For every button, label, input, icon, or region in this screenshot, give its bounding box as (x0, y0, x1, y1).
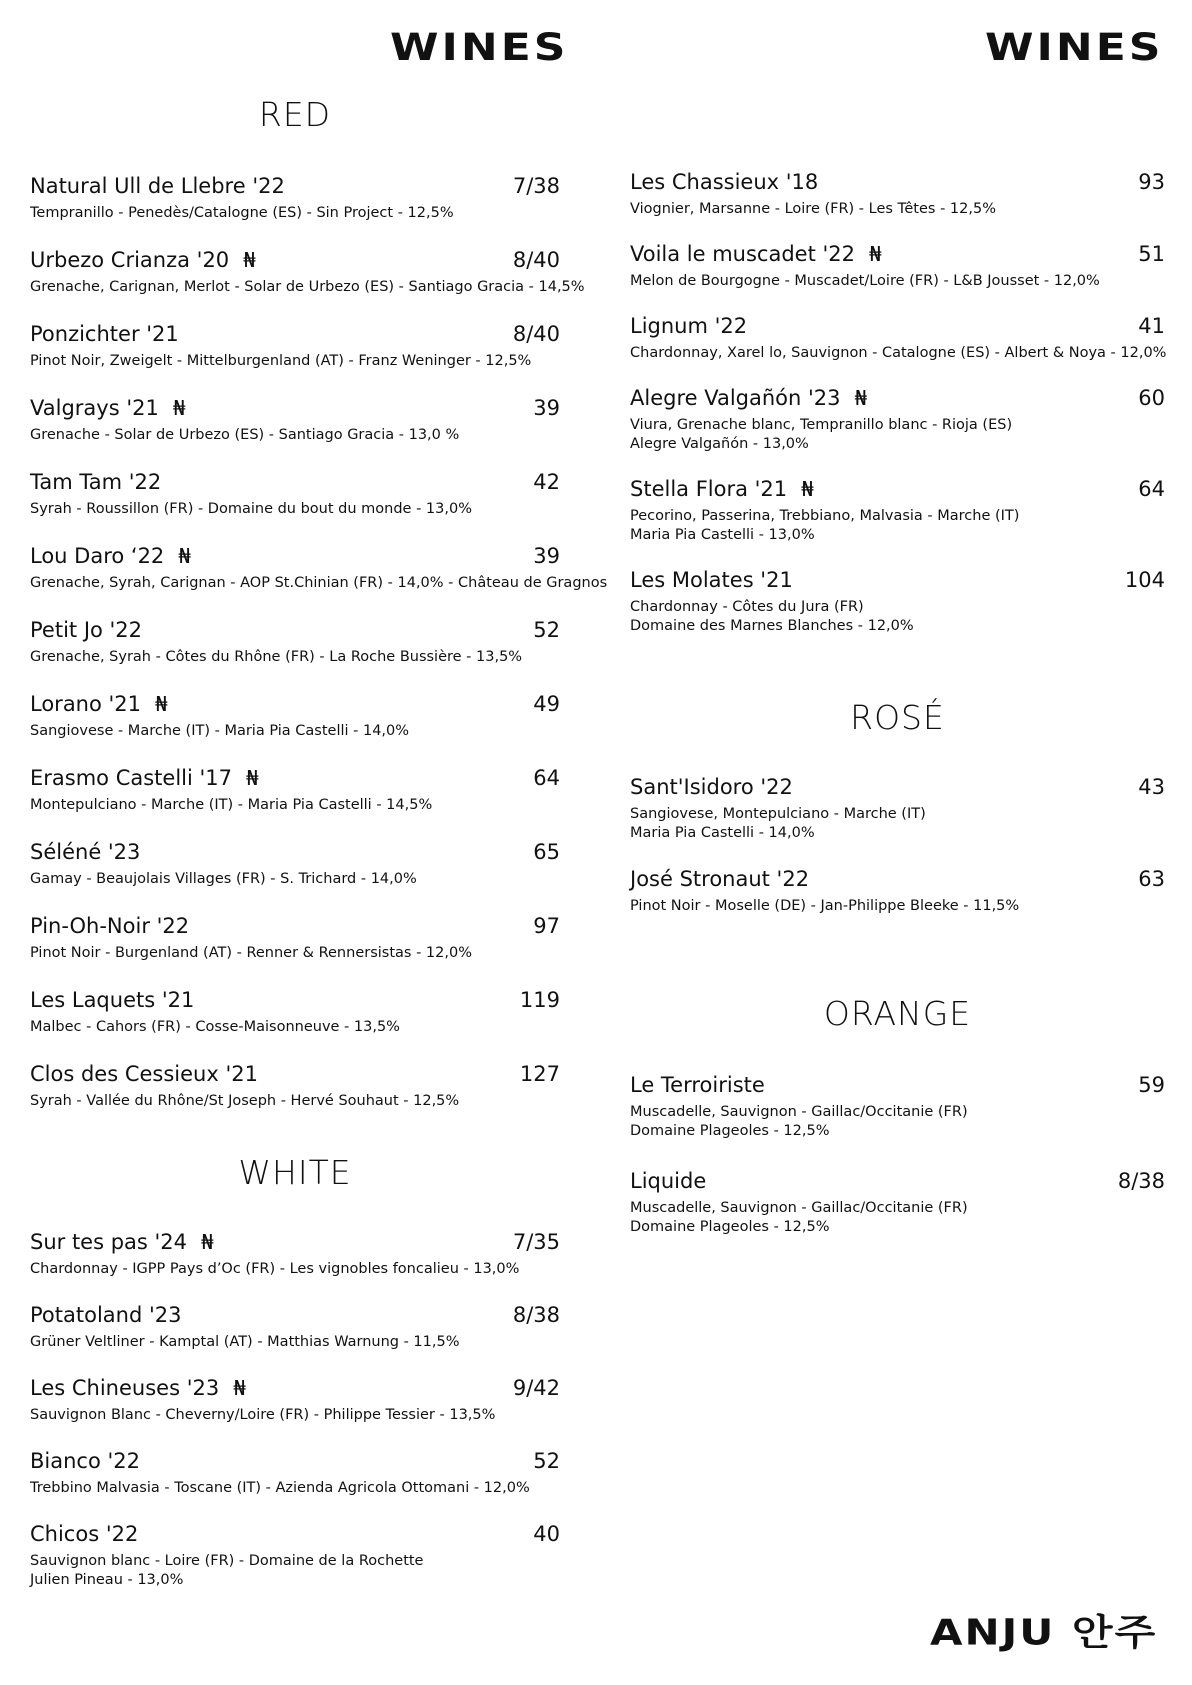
wine-item (30, 396, 560, 445)
wine-detail (630, 416, 1165, 454)
wine-name: Les Laquets '21 (30, 988, 195, 1012)
wine-detail (30, 204, 560, 223)
wine-name-group (30, 692, 168, 716)
wine-name: Tam Tam '22 (30, 470, 162, 494)
wine-header (30, 766, 560, 790)
wine-detail (30, 722, 560, 741)
section-title-rose: ROSÉ (850, 698, 945, 737)
wine-detail-line: Syrah - Roussillon (FR) - Domaine du bout du monde - 13,0% (30, 501, 472, 517)
wine-price: 119 (519, 988, 560, 1012)
wine-item (630, 1073, 1165, 1141)
wine-item (630, 867, 1165, 916)
wine-header (30, 1376, 560, 1400)
wine-detail-line: Sauvignon Blanc - Cheverny/Loire (FR) - Philippe Tessier - 13,5% (30, 1407, 496, 1423)
wine-name: Sant'Isidoro '22 (630, 775, 793, 799)
wine-detail (30, 1333, 560, 1352)
wine-name-group (30, 766, 259, 790)
wine-name-group (30, 470, 161, 494)
wine-price: 8/38 (1117, 1169, 1165, 1193)
wine-price: 97 (533, 914, 560, 938)
natural-wine-icon: ₦ (172, 396, 186, 420)
wine-price: 51 (1138, 242, 1165, 266)
wine-detail (630, 598, 1165, 636)
wine-detail-line: Muscadelle, Sauvignon - Gaillac/Occitanie (FR) (630, 1104, 968, 1120)
wine-detail-line: Sangiovese - Marche (IT) - Maria Pia Castelli - 14,0% (30, 723, 410, 739)
page-title-left: WINES (390, 25, 569, 70)
wine-detail (630, 897, 1165, 916)
wine-detail-line: Melon de Bourgogne - Muscadet/Loire (FR) - L&B Jousset - 12,0% (630, 273, 1100, 289)
wine-name-group (30, 914, 189, 938)
wine-detail-line: Sangiovese, Montepulciano - Marche (IT) (630, 806, 926, 822)
wine-header (30, 1062, 560, 1086)
wine-header (630, 867, 1165, 891)
wine-name-group (630, 1169, 706, 1193)
wine-name-group (630, 568, 793, 592)
wine-name: Sur tes pas '24 (30, 1230, 188, 1254)
wine-item (30, 248, 585, 297)
wine-item (30, 470, 560, 519)
wine-price: 63 (1138, 867, 1165, 891)
wine-name: José Stronaut '22 (630, 867, 810, 891)
wine-price: 9/42 (512, 1376, 560, 1400)
wine-name-group (630, 314, 747, 338)
wine-detail (30, 1479, 560, 1498)
wine-price: 8/40 (512, 322, 560, 346)
wine-detail (30, 426, 560, 445)
wine-header (630, 170, 1165, 194)
wine-name: Chicos '22 (30, 1522, 139, 1546)
wine-name: Les Chineuses '23 (30, 1376, 220, 1400)
wine-item (630, 477, 1165, 545)
red-wine-list (30, 174, 608, 1111)
wine-detail (30, 1552, 560, 1590)
natural-wine-icon: ₦ (243, 248, 256, 272)
wine-detail-line: Grüner Veltliner - Kamptal (AT) - Matthias Warnung - 11,5% (30, 1334, 460, 1350)
section-title-orange: ORANGE (823, 994, 972, 1033)
wine-header (30, 396, 560, 420)
wine-detail (630, 272, 1165, 291)
wine-detail (30, 1406, 560, 1425)
wine-name: Natural Ull de Llebre '22 (30, 174, 285, 198)
wine-item (30, 766, 560, 815)
wine-detail-line: Gamay - Beaujolais Villages (FR) - S. Trichard - 14,0% (30, 871, 417, 887)
wine-price: 93 (1138, 170, 1165, 194)
wine-price: 59 (1138, 1073, 1165, 1097)
wine-item (630, 1169, 1165, 1237)
natural-wine-icon: ₦ (178, 544, 192, 568)
wine-name-group (30, 248, 256, 272)
wine-detail (630, 805, 1165, 843)
wine-detail-line: Chardonnay, Xarel lo, Sauvignon - Catalogne (ES) - Albert & Noya - 12,0% (630, 345, 1167, 361)
wine-detail (30, 870, 560, 889)
wine-name: Les Chassieux '18 (630, 170, 819, 194)
wine-header (30, 174, 560, 198)
right-column (630, 170, 1165, 1237)
wine-detail-line: Grenache - Solar de Urbezo (ES) - Santiago Gracia - 13,0 % (30, 427, 460, 443)
wine-item (30, 1062, 560, 1111)
wine-header (30, 248, 560, 272)
wine-detail-line: Malbec - Cahors (FR) - Cosse-Maisonneuve - 13,5% (30, 1019, 400, 1035)
wine-name-group (630, 1073, 765, 1097)
wine-price: 43 (1138, 775, 1165, 799)
wine-header (630, 386, 1165, 410)
wine-detail-line: Syrah - Vallée du Rhône/St Joseph - Hervé Souhaut - 12,5% (30, 1093, 460, 1109)
wine-name: Bianco '22 (30, 1449, 140, 1473)
wine-detail-line: Pinot Noir - Moselle (DE) - Jan-Philippe Bleeke - 11,5% (630, 898, 1020, 914)
wine-item (630, 314, 1165, 363)
wine-header (30, 1522, 560, 1546)
wine-detail-line: Julien Pineau - 13,0% (30, 1572, 184, 1588)
wine-name: Pin-Oh-Noir '22 (30, 914, 190, 938)
wine-item (30, 322, 560, 371)
wine-name-group (630, 170, 818, 194)
wine-name-group (30, 840, 140, 864)
wine-header (30, 322, 560, 346)
wine-detail (630, 1103, 1165, 1141)
wine-header (30, 692, 560, 716)
wine-name-group (630, 386, 867, 410)
wine-name-group (30, 396, 186, 420)
wine-price: 7/38 (512, 174, 560, 198)
wine-name: Erasmo Castelli '17 (30, 766, 232, 790)
wine-item (630, 386, 1165, 454)
wine-price: 52 (533, 1449, 560, 1473)
natural-wine-icon: ₦ (854, 386, 868, 410)
wine-detail-line: Domaine Plageoles - 12,5% (630, 1123, 830, 1139)
orange-wine-list (630, 1073, 1165, 1237)
wine-detail (630, 507, 1165, 545)
wine-header (30, 618, 560, 642)
wine-item (30, 988, 560, 1037)
wine-header (30, 914, 560, 938)
wine-item (30, 840, 560, 889)
wine-item (30, 1376, 560, 1425)
wine-name-group (30, 1376, 246, 1400)
wine-detail-line: Viura, Grenache blanc, Tempranillo blanc - Rioja (ES) (630, 417, 1013, 433)
page-title-right: WINES (985, 25, 1164, 70)
natural-wine-icon: ₦ (869, 242, 882, 266)
wine-name-group (630, 242, 882, 266)
section-title-red: RED (258, 95, 332, 134)
wine-detail (630, 200, 1165, 219)
wine-item (630, 775, 1165, 843)
wine-price: 40 (533, 1522, 560, 1546)
wine-detail (30, 944, 560, 963)
wine-detail-line: Pinot Noir - Burgenland (AT) - Renner & Rennersistas - 12,0% (30, 945, 472, 961)
wine-header (30, 470, 560, 494)
wine-name: Lignum '22 (630, 314, 748, 338)
wine-price: 8/38 (512, 1303, 560, 1327)
wine-header (630, 242, 1165, 266)
wine-item (30, 692, 560, 741)
wine-name: Les Molates '21 (630, 568, 793, 592)
wine-price: 104 (1124, 568, 1165, 592)
wine-header (30, 1230, 560, 1254)
wine-detail-line: Domaine des Marnes Blanches - 12,0% (630, 618, 914, 634)
wine-header (630, 775, 1165, 799)
natural-wine-icon: ₦ (233, 1376, 246, 1400)
wine-name-group (30, 988, 194, 1012)
wine-header (630, 568, 1165, 592)
natural-wine-icon: ₦ (801, 477, 814, 501)
wine-detail-line: Pecorino, Passerina, Trebbiano, Malvasia - Marche (IT) (630, 508, 1020, 524)
natural-wine-icon: ₦ (201, 1230, 214, 1254)
wine-name-group (30, 618, 142, 642)
wine-name: Séléné '23 (30, 840, 141, 864)
wine-detail-line: Pinot Noir, Zweigelt - Mittelburgenland (AT) - Franz Weninger - 12,5% (30, 353, 532, 369)
wine-header (30, 544, 560, 568)
left-column (30, 95, 608, 1590)
wine-item (30, 914, 560, 963)
wine-item (30, 1303, 560, 1352)
wine-price: 60 (1138, 386, 1165, 410)
wine-detail-line: Trebbino Malvasia - Toscane (IT) - Azienda Agricola Ottomani - 12,0% (30, 1480, 530, 1496)
wine-item (30, 1522, 560, 1590)
wine-detail (30, 352, 560, 371)
wine-name: Stella Flora '21 (630, 477, 788, 501)
wine-detail-line: Domaine Plageoles - 12,5% (630, 1219, 830, 1235)
wine-item (30, 544, 608, 593)
wine-detail-line: Muscadelle, Sauvignon - Gaillac/Occitanie (FR) (630, 1200, 968, 1216)
wine-detail-line: Viognier, Marsanne - Loire (FR) - Les Têtes - 12,5% (630, 201, 996, 217)
wine-name-group (30, 322, 179, 346)
wine-price: 52 (533, 618, 560, 642)
wine-detail (30, 648, 560, 667)
wine-price: 64 (533, 766, 560, 790)
wine-header (630, 314, 1165, 338)
wine-name-group (30, 1522, 138, 1546)
wine-item (30, 618, 560, 667)
wine-price: 41 (1138, 314, 1165, 338)
white-wine-list (30, 1230, 560, 1590)
anju-logo: ANJU 안주 (930, 1611, 1158, 1653)
wine-detail-line: Grenache, Carignan, Merlot - Solar de Urbezo (ES) - Santiago Gracia - 14,5% (30, 279, 585, 295)
wine-name: Valgrays '21 (30, 396, 159, 420)
wine-name: Lou Daro ‘22 (30, 544, 165, 568)
wine-item (30, 1230, 560, 1279)
section-title-white: WHITE (238, 1153, 352, 1192)
wine-price: 8/40 (512, 248, 560, 272)
wine-price: 49 (533, 692, 560, 716)
wine-detail-line: Grenache, Syrah - Côtes du Rhône (FR) - La Roche Bussière - 13,5% (30, 649, 523, 665)
wine-name-group (30, 1062, 258, 1086)
wine-detail-line: Montepulciano - Marche (IT) - Maria Pia Castelli - 14,5% (30, 797, 433, 813)
wine-name: Lorano '21 (30, 692, 142, 716)
wine-header (630, 1073, 1165, 1097)
wine-header (630, 477, 1165, 501)
wine-detail-line: Alegre Valgañón - 13,0% (630, 436, 809, 452)
wine-detail-line: Chardonnay - IGPP Pays d’Oc (FR) - Les vignobles foncalieu - 13,0% (30, 1261, 520, 1277)
wine-name: Ponzichter '21 (30, 322, 179, 346)
wine-name-group (30, 1230, 214, 1254)
wine-detail (30, 574, 608, 593)
wine-name: Alegre Valgañón '23 (630, 386, 841, 410)
wine-detail-line: Chardonnay - Côtes du Jura (FR) (630, 599, 864, 615)
wine-name-group (630, 867, 809, 891)
wine-item (630, 170, 1165, 219)
wine-detail (630, 344, 1165, 363)
wine-detail (30, 500, 560, 519)
wine-price: 64 (1138, 477, 1165, 501)
wine-price: 42 (533, 470, 560, 494)
wine-name: Voila le muscadet '22 (630, 242, 856, 266)
natural-wine-icon: ₦ (246, 766, 259, 790)
wine-detail-line: Sauvignon blanc - Loire (FR) - Domaine de la Rochette (30, 1553, 424, 1569)
wine-detail (30, 278, 585, 297)
wine-price: 65 (533, 840, 560, 864)
wine-item (630, 242, 1165, 291)
wine-name: Le Terroiriste (630, 1073, 765, 1097)
wine-detail-line: Tempranillo - Penedès/Catalogne (ES) - Sin Project - 12,5% (30, 205, 454, 221)
wine-detail-line: Grenache, Syrah, Carignan - AOP St.Chinian (FR) - 14,0% - Château de Gragnos (30, 575, 608, 591)
wine-name: Urbezo Crianza '20 (30, 248, 230, 272)
wine-price: 127 (519, 1062, 560, 1086)
wine-item (30, 1449, 560, 1498)
wine-name-group (30, 174, 285, 198)
wine-detail (30, 1092, 560, 1111)
wine-name-group (630, 477, 814, 501)
wine-item (630, 568, 1165, 636)
wine-detail-line: Maria Pia Castelli - 13,0% (630, 527, 815, 543)
wine-item (30, 174, 560, 223)
wine-header (30, 988, 560, 1012)
wine-name: Potatoland '23 (30, 1303, 182, 1327)
wine-detail-line: Maria Pia Castelli - 14,0% (630, 825, 815, 841)
wine-detail (30, 796, 560, 815)
rose-wine-list (630, 775, 1165, 916)
wine-name: Petit Jo '22 (30, 618, 143, 642)
wine-price: 39 (533, 396, 560, 420)
wine-name-group (30, 1303, 181, 1327)
wine-header (30, 840, 560, 864)
wine-detail (630, 1199, 1165, 1237)
wine-name-group (30, 1449, 140, 1473)
wine-name-group (30, 544, 191, 568)
white-wine-list-continued (630, 170, 1165, 636)
wine-name: Clos des Cessieux '21 (30, 1062, 258, 1086)
wine-detail (30, 1018, 560, 1037)
wine-price: 39 (533, 544, 560, 568)
wine-header (30, 1303, 560, 1327)
wine-name: Liquide (630, 1169, 707, 1193)
wine-name-group (630, 775, 793, 799)
wine-detail (30, 1260, 560, 1279)
wine-header (30, 1449, 560, 1473)
wine-header (630, 1169, 1165, 1193)
natural-wine-icon: ₦ (155, 692, 168, 716)
wine-price: 7/35 (512, 1230, 560, 1254)
